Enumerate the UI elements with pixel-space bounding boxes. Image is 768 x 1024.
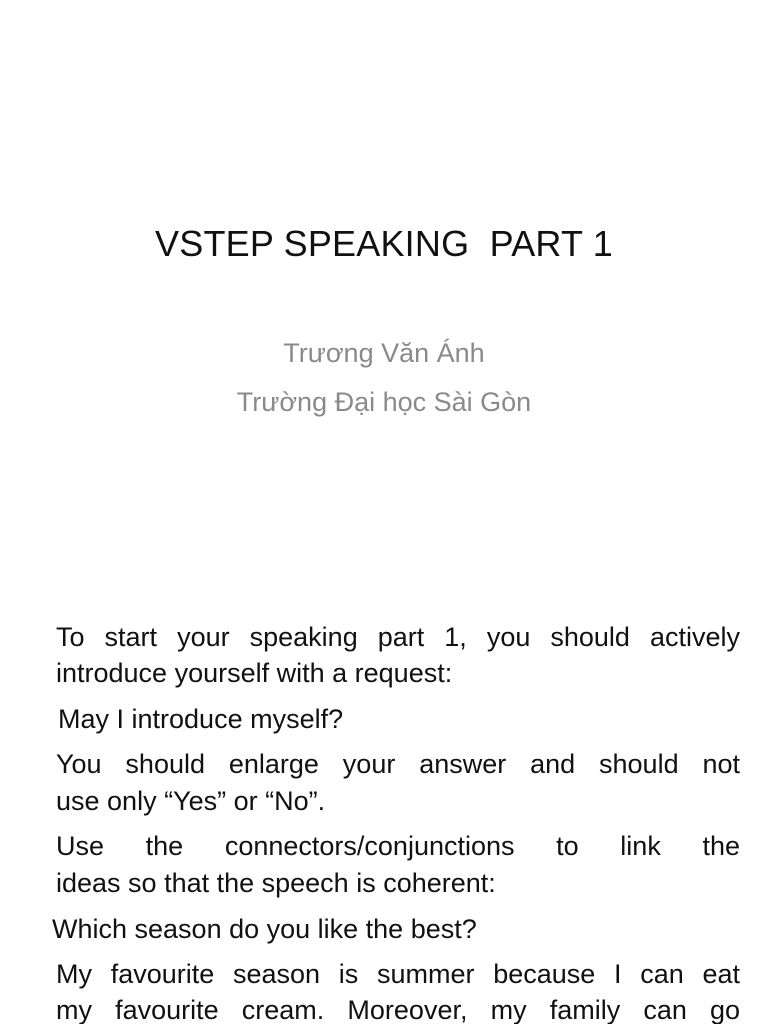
author-name: Trương Văn Ánh bbox=[283, 338, 485, 368]
paragraph-1-line-2: introduce yourself with a request: bbox=[56, 658, 453, 688]
paragraph-1-line-1: To start your speaking part 1, you should actively bbox=[56, 622, 740, 652]
paragraph-2-line-1: You should enlarge your answer and should not bbox=[56, 749, 740, 779]
answer-line-2: my favourite cream. Moreover, my family can go bbox=[56, 995, 740, 1024]
example-sentence: May I introduce myself? bbox=[58, 704, 344, 734]
paragraph-3-line-1: Use the connectors/conjunctions to link the bbox=[56, 831, 740, 861]
paragraph-3-line-2: ideas so that the speech is coherent: bbox=[56, 868, 496, 898]
answer-line-1: My favourite season is summer because I can eat bbox=[56, 959, 740, 989]
institution-name: Trường Đại học Sài Gòn bbox=[236, 387, 532, 417]
paragraph-2-line-2: use only “Yes” or “No”. bbox=[56, 786, 326, 816]
example-question: Which season do you like the best? bbox=[52, 914, 477, 944]
slide-title: VSTEP SPEAKING PART 1 bbox=[155, 223, 613, 264]
